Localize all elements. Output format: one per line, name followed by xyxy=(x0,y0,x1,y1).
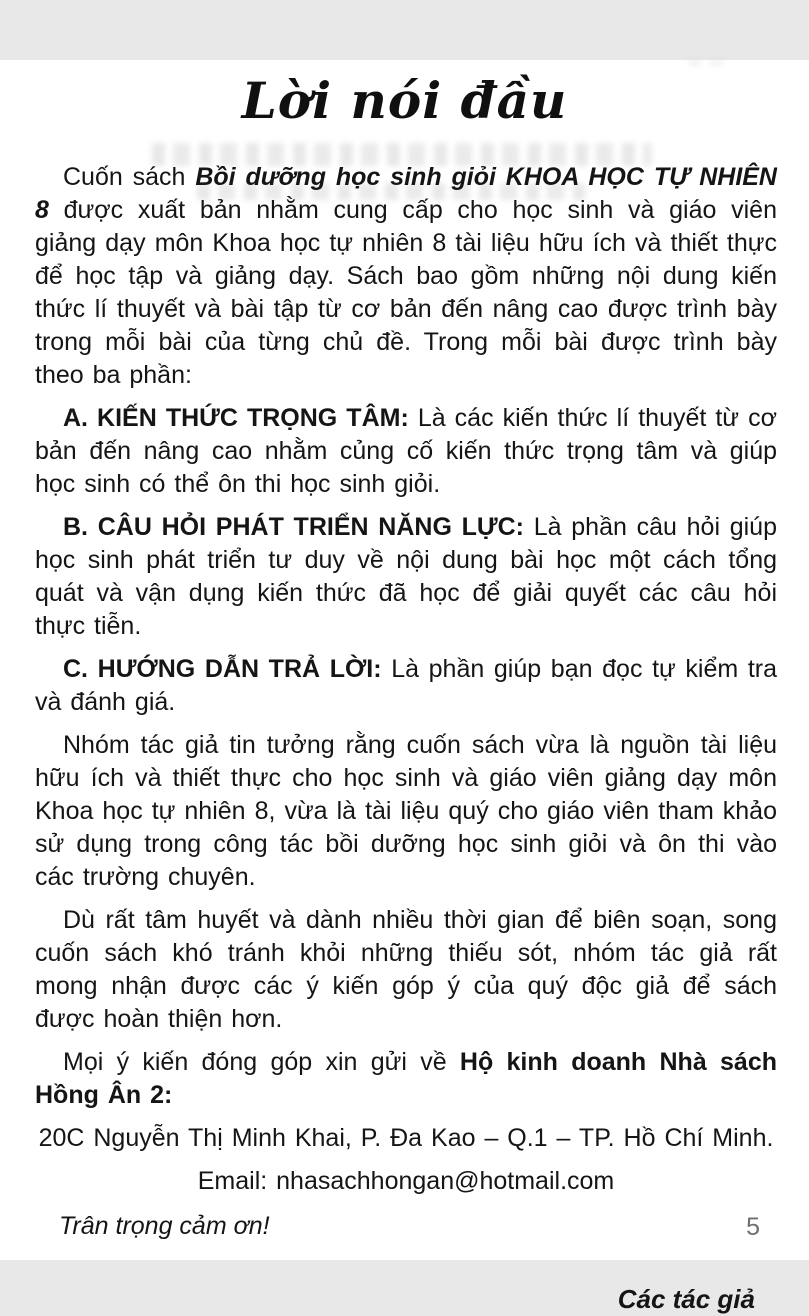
contact-text: Mọi ý kiến đóng góp xin gửi về xyxy=(63,1048,460,1076)
apology-paragraph: Dù rất tâm huyết và dành nhiều thời gian để biên soạn, song cuốn sách khó tránh khỏi những thiếu sót, nhóm tác giả rất mong nhận được các ý kiến góp ý của quý độc giả để sách được hoàn thiện hơn. xyxy=(35,906,777,1033)
trust-paragraph: Nhóm tác giả tin tưởng rằng cuốn sách vừa là nguồn tài liệu hữu ích và thiết thực cho học sinh và giáo viên giảng dạy môn Khoa học tự nhiên 8, vừa là tài liệu quý cho giáo viên tham khảo sử dụng trong công tác bồi dưỡng học sinh giỏi và ôn thi vào các trường chuyên. xyxy=(35,731,777,891)
section-b-paragraph xyxy=(35,511,777,643)
section-c-text: Là phần giúp bạn đọc tự kiểm tra và đánh giá. xyxy=(35,655,778,716)
page-content xyxy=(0,161,809,1316)
section-b-text: Là phần câu hỏi giúp học sinh phát triển tư duy về nội dung bài học một cách tổng quát và vận dụng kiến thức đã học để giải quyết các câu hỏi thực tiễn. xyxy=(35,513,777,640)
contact-email: Email: nhasachhongan@hotmail.com xyxy=(197,1167,615,1195)
section-c-paragraph xyxy=(35,653,777,719)
section-a-label: A. KIẾN THỨC TRỌNG TÂM: xyxy=(63,404,409,432)
section-b-label: B. CÂU HỎI PHÁT TRIỂN NĂNG LỰC: xyxy=(63,513,525,541)
contact-recipient: Hộ kinh doanh Nhà sách Hồng Ân 2: xyxy=(35,1048,778,1109)
section-c-label: C. HƯỚNG DẪN TRẢ LỜI: xyxy=(63,655,382,683)
section-a-text: Là các kiến thức lí thuyết từ cơ bản đến nâng cao nhằm củng cố kiến thức trọng tâm và giúp học sinh có thể ôn thi học sinh giỏi. xyxy=(35,404,777,498)
contact-address: 20C Nguyễn Thị Minh Khai, P. Đa Kao – Q.1 – TP. Hồ Chí Minh. xyxy=(38,1124,774,1152)
contact-paragraph xyxy=(35,1046,777,1112)
page-number: 5 xyxy=(746,1213,760,1241)
section-a-paragraph xyxy=(35,402,777,501)
book-page xyxy=(0,60,809,1314)
intro-text-post: được xuất bản nhằm cung cấp cho học sinh và giáo viên giảng dạy môn Khoa học tự nhiên 8 tài liệu hữu ích và thiết thực để học tập và giảng dạy. Sách bao gồm những nội dung kiến thức lí thuyết và bài tập từ cơ bản đến nâng cao được trình bày trong mỗi bài của từng chủ đề. Trong mỗi bài được trình bày theo ba phần: xyxy=(35,196,777,389)
book-title-text: Bồi dưỡng học sinh giỏi KHOA HỌC TỰ NHIÊN 8 xyxy=(35,163,777,224)
intro-text-pre: Cuốn sách xyxy=(63,163,196,191)
authors-signature: Các tác giả xyxy=(617,1284,755,1314)
intro-paragraph xyxy=(35,161,777,392)
page-title: Lời nói đầu xyxy=(241,71,568,130)
thanks-line: Trân trọng cảm ơn! xyxy=(59,1212,270,1240)
